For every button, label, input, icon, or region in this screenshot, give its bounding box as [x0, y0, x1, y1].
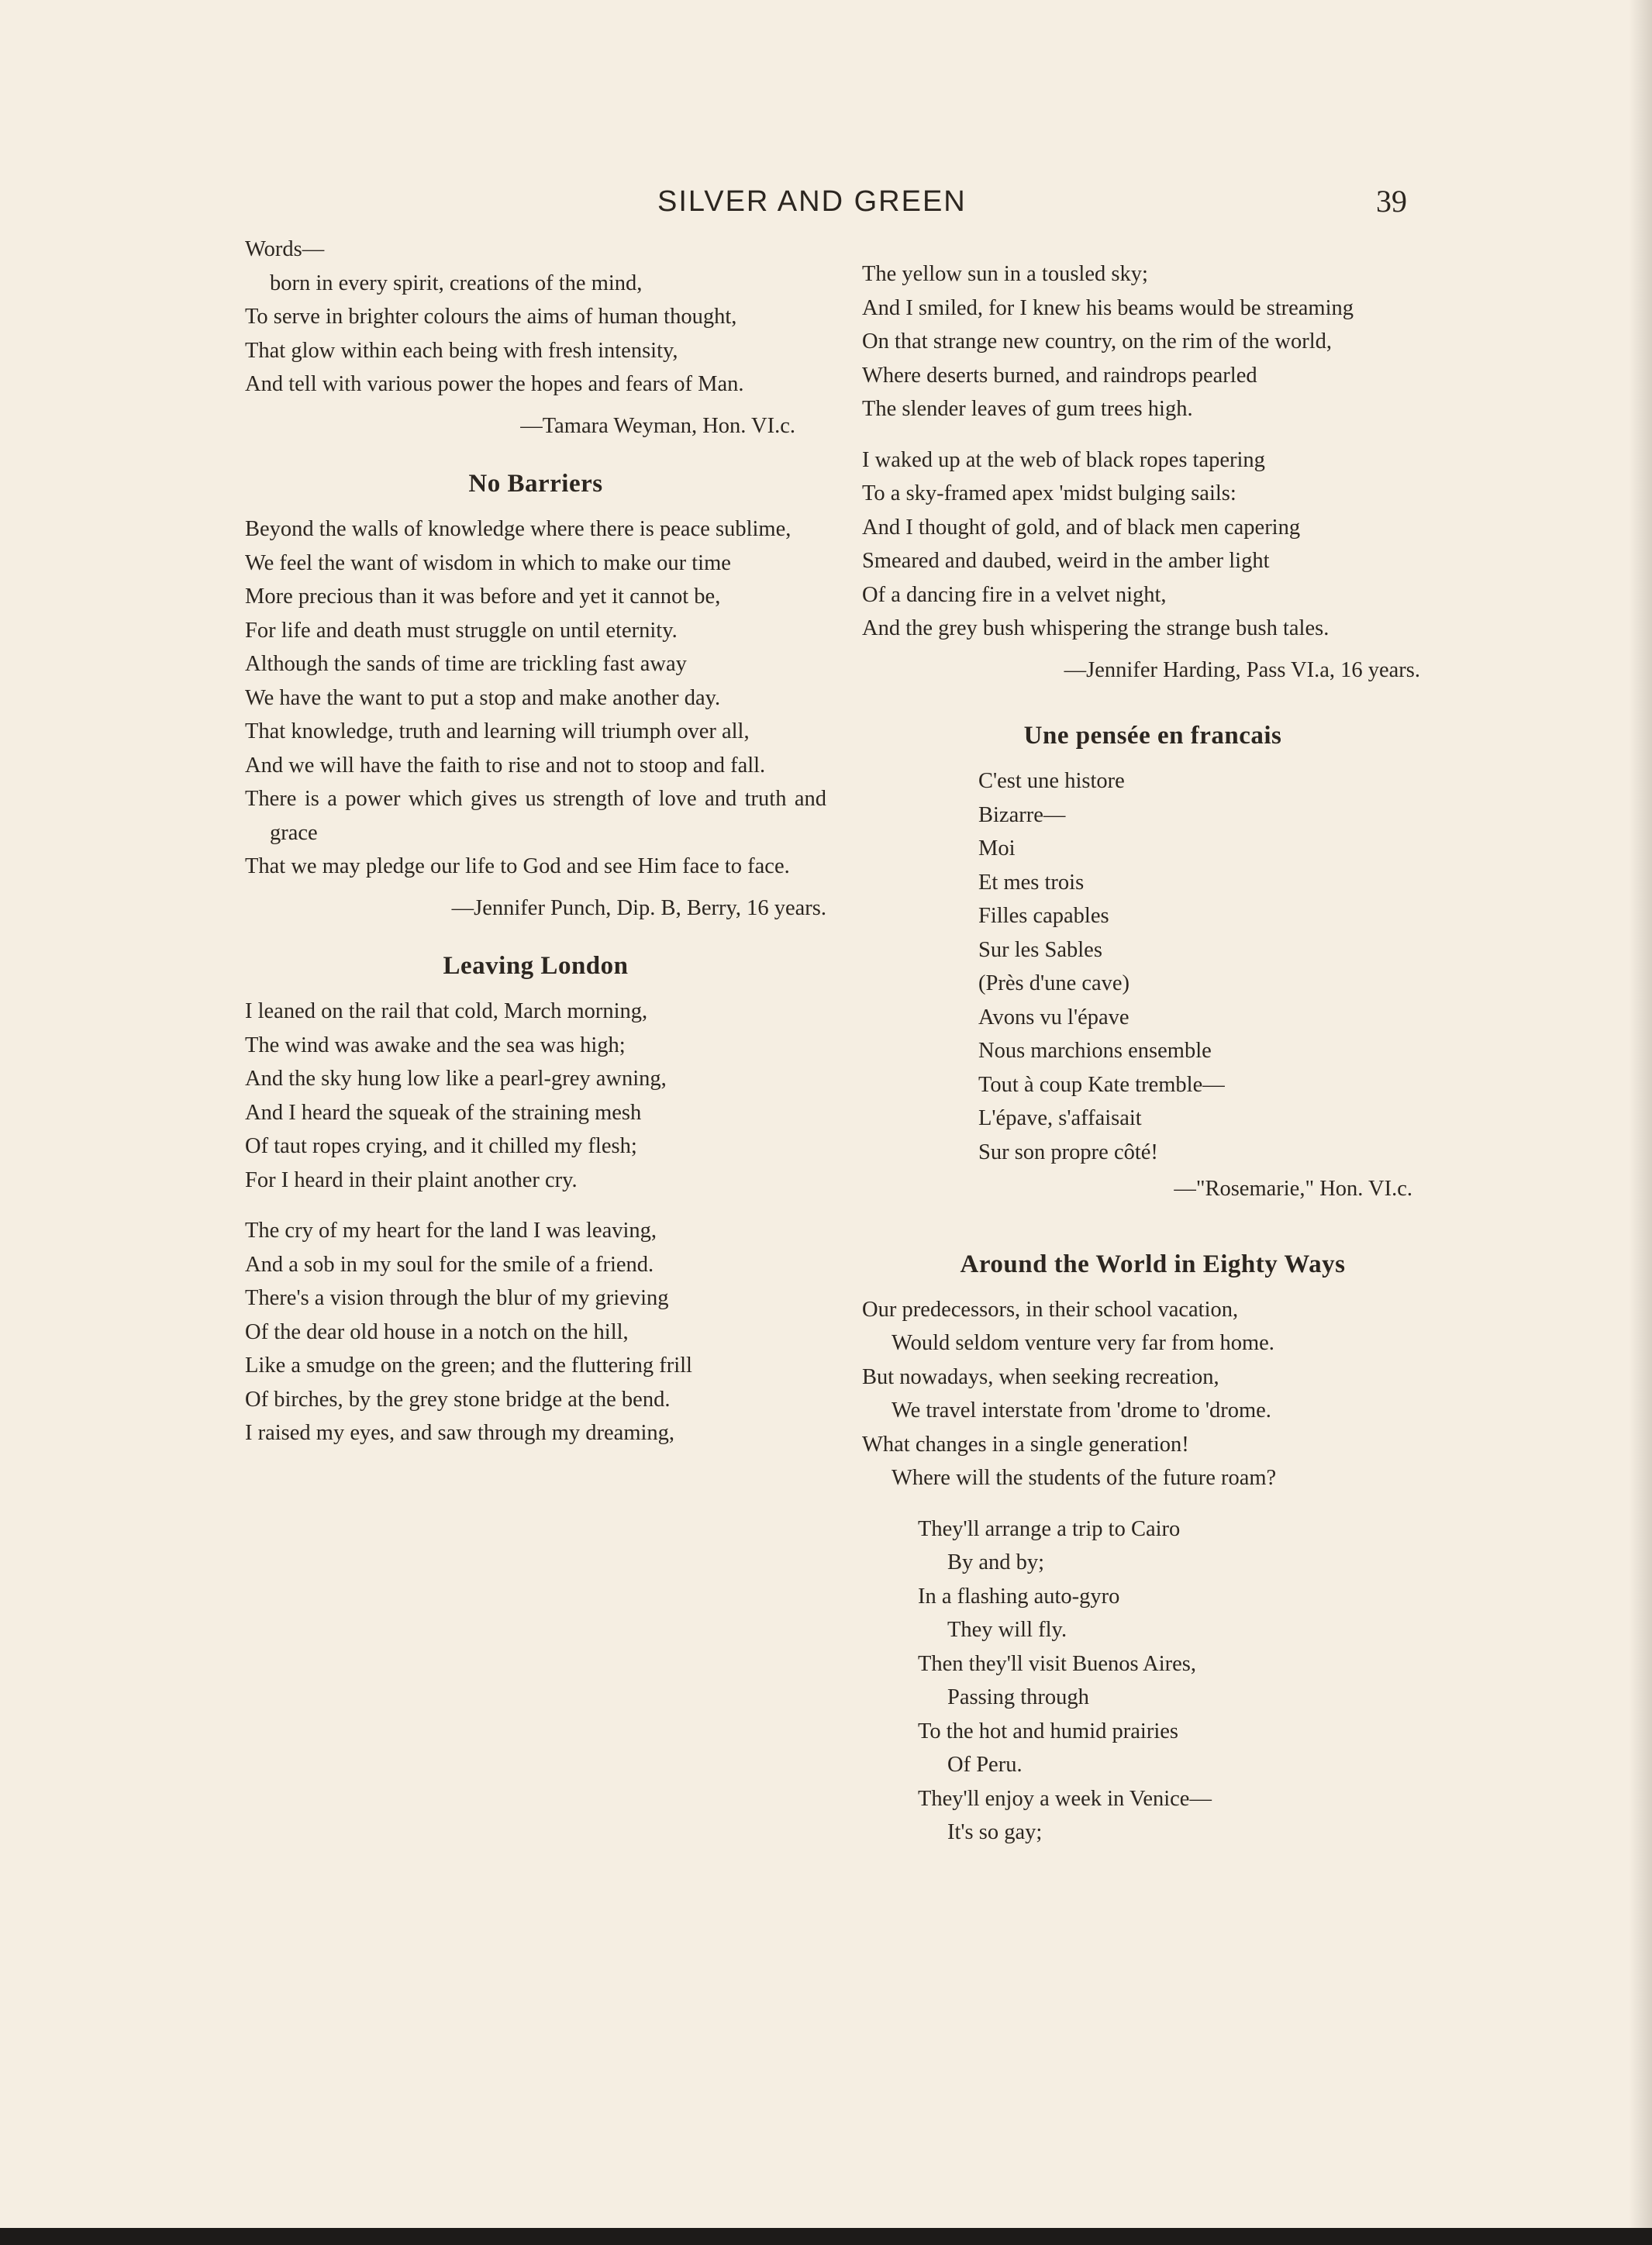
poem-line: Tout à coup Kate tremble— — [978, 1072, 1225, 1097]
poem-line: That we may pledge our life to God and see Him face to face. — [245, 854, 790, 878]
poem-title: Leaving London — [443, 952, 629, 980]
poem-title: Une pensée en francais — [1023, 722, 1282, 750]
page-header — [0, 178, 1652, 225]
poem-line: born in every spirit, creations of the mind, — [270, 271, 643, 295]
poem-line: That glow within each being with fresh intensity, — [245, 338, 678, 363]
leaving-london-poem — [245, 948, 826, 1450]
poem-line: Of birches, by the grey stone bridge at the bend. — [245, 1387, 671, 1412]
poem-line: More precious than it was before and yet it cannot be, — [245, 585, 721, 609]
left-column — [245, 233, 826, 1450]
poem-line: They'll arrange a trip to Cairo — [918, 1516, 1181, 1541]
attribution: —Jennifer Punch, Dip. B, Berry, 16 years. — [451, 895, 826, 920]
poem-line: To a sky-framed apex 'midst bulging sails: — [862, 481, 1236, 505]
poem-line: And the grey bush whispering the strange bush tales. — [862, 616, 1330, 640]
poem-line: For I heard in their plaint another cry. — [245, 1167, 578, 1192]
poem-line: Filles capables — [978, 904, 1109, 928]
poem-line: On that strange new country, on the rim of the world, — [862, 329, 1333, 353]
poem-line: Smeared and daubed, weird in the amber light — [862, 549, 1270, 573]
poem-line: Passing through — [947, 1685, 1089, 1709]
poem-line: I leaned on the rail that cold, March morning, — [245, 999, 648, 1023]
poem-line: Although the sands of time are trickling fast away — [245, 652, 687, 676]
poem-line: And we will have the faith to rise and not to stoop and fall. — [245, 753, 766, 778]
poem-line: The wind was awake and the sea was high; — [245, 1033, 626, 1057]
poem-line: Would seldom venture very far from home. — [892, 1331, 1274, 1355]
attribution: —Tamara Weyman, Hon. VI.c. — [520, 413, 795, 438]
poem-line: Of the dear old house in a notch on the hill, — [245, 1319, 629, 1344]
poem-line: For life and death must struggle on until eternity. — [245, 618, 678, 643]
poem-line: Sur les Sables — [978, 937, 1102, 962]
poem-line: C'est une histore — [978, 769, 1125, 793]
poem-line: We feel the want of wisdom in which to make our time — [245, 550, 731, 575]
poem-line: And I heard the squeak of the straining mesh — [245, 1100, 642, 1125]
poem-line: What changes in a single generation! — [862, 1432, 1189, 1457]
poem-line: Avons vu l'épave — [978, 1005, 1129, 1029]
poem-line: I waked up at the web of black ropes tapering — [862, 447, 1265, 472]
no-barriers-poem — [245, 466, 826, 925]
poem-line: And I smiled, for I knew his beams would be streaming — [862, 295, 1354, 320]
poem-line: I raised my eyes, and saw through my dreaming, — [245, 1421, 675, 1445]
poem-line: Of a dancing fire in a velvet night, — [862, 582, 1167, 607]
poem-line: To the hot and humid prairies — [918, 1719, 1178, 1743]
poem-line: And the sky hung low like a pearl-grey awning, — [245, 1067, 667, 1091]
poem-line: Beyond the walls of knowledge where there is peace sublime, — [245, 517, 792, 541]
stanza-gap — [862, 426, 1443, 443]
poem-line: Of taut ropes crying, and it chilled my flesh; — [245, 1134, 637, 1158]
right-column — [862, 257, 1443, 1850]
poem-line: L'épave, s'affaisait — [978, 1106, 1142, 1130]
poem-line: Et mes trois — [978, 870, 1085, 895]
poem-line: Moi — [978, 836, 1016, 860]
running-head: SILVER AND GREEN — [657, 185, 967, 218]
poem-line: Then they'll visit Buenos Aires, — [918, 1651, 1196, 1676]
poem-line: It's so gay; — [947, 1820, 1043, 1844]
poem-line: Like a smudge on the green; and the fluttering frill — [245, 1354, 692, 1378]
poem-line: Sur son propre côté! — [978, 1140, 1158, 1164]
stanza-gap — [245, 1197, 826, 1214]
attribution: —"Rosemarie," Hon. VI.c. — [1174, 1177, 1412, 1201]
poem-line: Nous marchions ensemble — [978, 1039, 1212, 1063]
page-edge-shadow — [1629, 0, 1652, 2245]
around-verse — [862, 1512, 1443, 1850]
poem-line: By and by; — [947, 1550, 1045, 1574]
stanza-gap — [862, 1495, 1443, 1512]
poem-line: The slender leaves of gum trees high. — [862, 397, 1193, 421]
poem-line: But nowadays, when seeking recreation, — [862, 1364, 1219, 1389]
scan-bottom-border — [0, 2228, 1652, 2245]
leaving-london-continued — [862, 257, 1443, 687]
poem-line: To serve in brighter colours the aims of human thought, — [245, 305, 737, 329]
attribution: —Jennifer Harding, Pass VI.a, 16 years. — [1064, 657, 1420, 682]
poem-line: The yellow sun in a tousled sky; — [862, 262, 1148, 286]
poem-line: We have the want to put a stop and make another day. — [245, 685, 721, 710]
poem-line: And I thought of gold, and of black men capering — [862, 515, 1301, 540]
poem-line: (Près d'une cave) — [978, 971, 1130, 995]
poem-line: Where will the students of the future roam? — [892, 1466, 1277, 1490]
poem-line: Of Peru. — [947, 1753, 1023, 1777]
poem-title: No Barriers — [468, 470, 603, 498]
poem-line: That knowledge, truth and learning will triumph over all, — [245, 719, 750, 743]
poem-line: Where deserts burned, and raindrops pearled — [862, 363, 1257, 388]
poem-line: They will fly. — [947, 1618, 1067, 1642]
poem-line: We travel interstate from 'drome to 'drome. — [892, 1398, 1271, 1423]
around-the-world-poem — [862, 1247, 1443, 1850]
poem-title: Around the World in Eighty Ways — [960, 1250, 1346, 1278]
page-number: 39 — [1376, 184, 1407, 219]
poem-line: And tell with various power the hopes and fears of Man. — [245, 372, 744, 396]
words-poem — [245, 233, 826, 443]
une-pensee-poem — [862, 718, 1443, 1206]
poem-line: There is a power which gives us strength of love and truth and grace — [245, 787, 826, 845]
french-verse — [862, 764, 1443, 1169]
poem-line: Our predecessors, in their school vacation, — [862, 1297, 1239, 1322]
poem-line: There's a vision through the blur of my grieving — [245, 1286, 669, 1310]
poem-line: Words— — [245, 237, 325, 261]
poem-line: In a flashing auto-gyro — [918, 1584, 1120, 1609]
poem-line: They'll enjoy a week in Venice— — [918, 1786, 1212, 1811]
poem-line: The cry of my heart for the land I was leaving, — [245, 1219, 657, 1243]
poem-line: Bizarre— — [978, 802, 1066, 827]
poem-line: And a sob in my soul for the smile of a friend. — [245, 1252, 654, 1277]
